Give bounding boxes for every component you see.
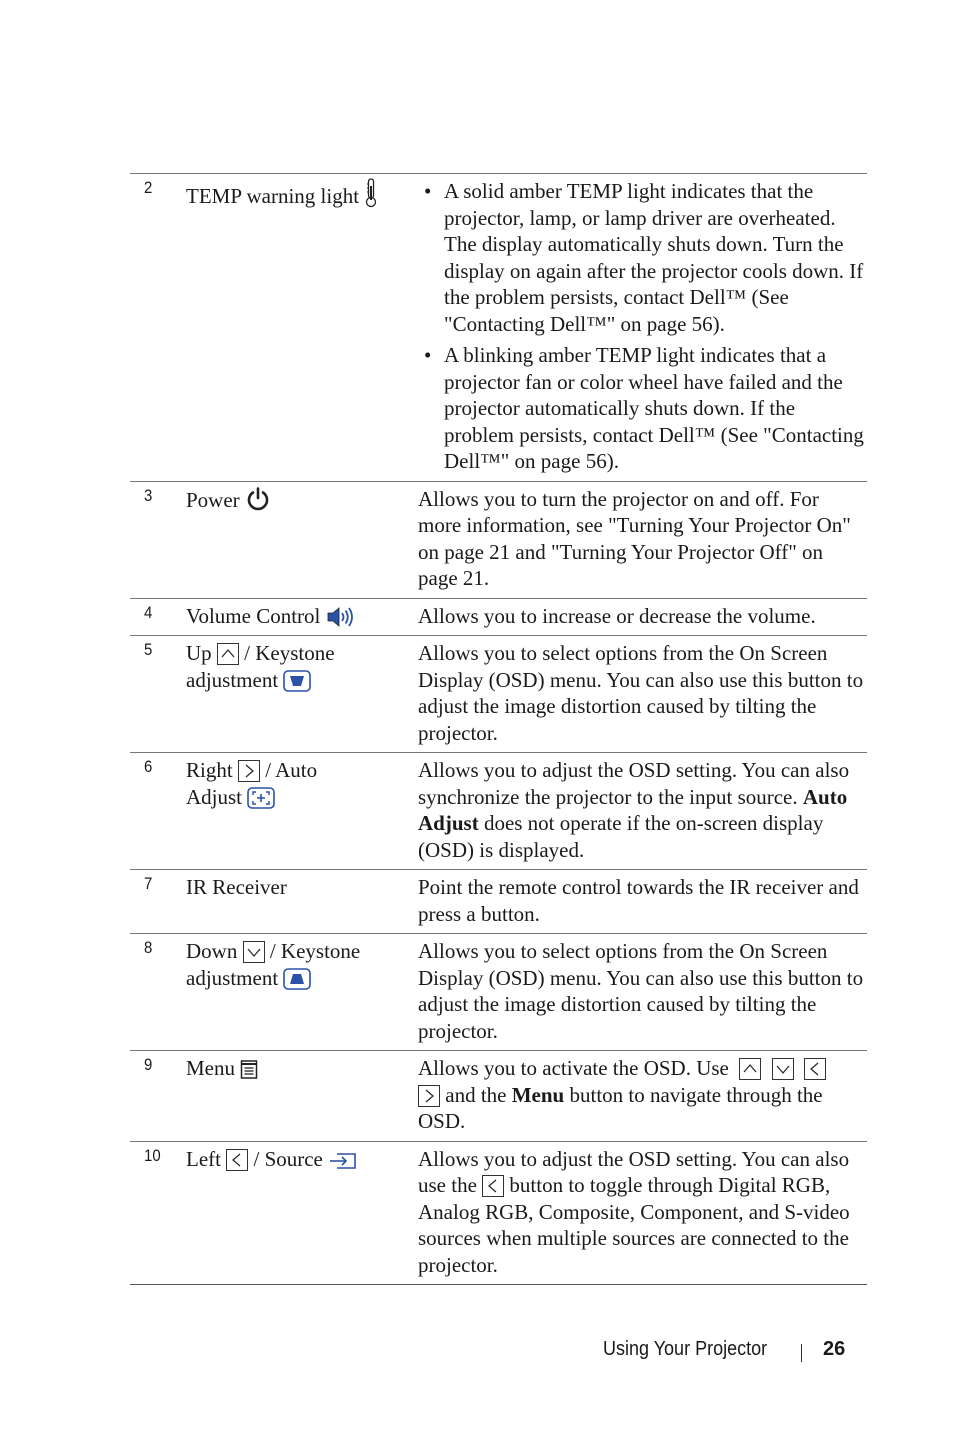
table-row [130, 753, 867, 870]
table-row [130, 870, 867, 934]
row-name-label: Left [186, 1146, 221, 1171]
row-number: 9 [144, 1055, 153, 1074]
row-name-label: TEMP warning light [186, 184, 360, 208]
row-number: 8 [144, 938, 153, 957]
row-description [418, 1146, 864, 1279]
up-arrow-icon [739, 1058, 761, 1080]
row-description: Point the remote control towards the IR receiver and press a button. [418, 875, 859, 926]
footer-divider [801, 1344, 802, 1362]
row-description [418, 757, 864, 863]
bullet-item [418, 178, 864, 337]
bullet-mark: • [424, 179, 432, 203]
row-description: Allows you to select options from the On Screen Display (OSD) menu. You can also use this button to adjust the image distortion caused by tilting the projector. [418, 939, 864, 1043]
row-number: 2 [144, 178, 153, 197]
table-row [130, 934, 867, 1051]
up-arrow-icon [217, 643, 239, 665]
desc-text: Allows you to adjust the OSD setting. You can also synchronize the projector to the input source. [418, 758, 850, 809]
desc-text: and the [445, 1082, 507, 1107]
bullet-text: A solid amber TEMP light indicates that the projector, lamp, or lamp driver are overheated. The display automatically shuts down. Turn the display on again after the projector cools down. If the problem persists, contact Dell™ (See "Contacting Dell™" on page 56). [444, 179, 864, 336]
row-name-label: / Keystone adjustment [186, 641, 335, 692]
auto-adjust-icon [247, 787, 275, 816]
row-description: Allows you to turn the projector on and off. For more information, see "Turning Your Projector On" on page 21 and "Turning Your Projector Off" on page 21. [418, 486, 851, 590]
row-name-label: / Source [253, 1146, 323, 1171]
row-name-label: Menu [186, 1056, 235, 1080]
table-row [130, 636, 867, 753]
row-number: 4 [144, 602, 153, 622]
row-name [186, 1055, 411, 1087]
row-name [186, 178, 411, 215]
row-name [186, 938, 411, 996]
keystone-up-icon [283, 670, 311, 699]
row-name-label: Down [186, 939, 238, 963]
right-arrow-icon [238, 760, 260, 782]
row-name-label: IR Receiver [186, 875, 287, 899]
row-description [418, 178, 864, 475]
footer-section-title: Using Your Projector [603, 1338, 768, 1360]
power-icon [245, 486, 271, 519]
page-number: 26 [823, 1338, 846, 1360]
menu-icon [240, 1058, 258, 1087]
row-name [186, 874, 411, 901]
row-name-label: Volume Control [186, 603, 321, 628]
bullet-text: A blinking amber TEMP light indicates that a projector fan or color wheel have failed and the projector automatically shuts down. If the problem persists, contact Dell™ (See "Contacting Dell™" on page 56). [444, 343, 864, 473]
row-description: Allows you to increase or decrease the volume. [418, 603, 816, 628]
row-name [186, 1146, 411, 1178]
desc-bold: Menu [511, 1082, 565, 1107]
speaker-icon [326, 606, 356, 635]
desc-text: button to toggle through Digital RGB, Analog RGB, Composite, Component, and S-video sources when multiple sources are connected to the projector. [418, 1173, 850, 1277]
row-name [186, 486, 411, 519]
table-row [130, 1051, 867, 1142]
row-name-label: / Auto [265, 758, 318, 782]
row-number: 5 [144, 640, 153, 659]
left-arrow-icon [804, 1058, 826, 1080]
desc-text: Allows you to adjust the OSD setting. You can also use the [418, 1146, 850, 1197]
row-name-label: Up [186, 641, 212, 665]
row-name-label: Power [186, 487, 240, 512]
left-arrow-icon [482, 1175, 504, 1197]
row-name-label: Adjust [186, 784, 243, 809]
row-number: 7 [144, 874, 153, 893]
row-name-label: / Keystone adjustment [186, 939, 361, 990]
table-row [130, 482, 867, 599]
right-arrow-icon [418, 1085, 440, 1107]
table-row [130, 599, 867, 637]
desc-text: button to navigate through the OSD. [418, 1082, 823, 1133]
row-number: 3 [144, 485, 153, 505]
desc-bold: Auto Adjust [418, 784, 848, 835]
row-name-label: Right [186, 758, 233, 782]
row-description: Allows you to select options from the On Screen Display (OSD) menu. You can also use this button to adjust the image distortion caused by tilting the projector. [418, 641, 864, 745]
table-row [130, 1142, 867, 1286]
row-number: 10 [144, 1145, 161, 1165]
left-arrow-icon [226, 1149, 248, 1171]
thermometer-icon [364, 178, 378, 215]
buttons-table [130, 173, 867, 1285]
down-arrow-icon [243, 941, 265, 963]
source-icon [328, 1149, 358, 1178]
row-name [186, 640, 411, 698]
row-name [186, 603, 411, 635]
row-description [418, 1055, 864, 1135]
desc-text: does not operate if the on-screen display (OSD) is displayed. [418, 811, 824, 862]
table-row [130, 174, 867, 482]
bullet-mark: • [424, 343, 432, 367]
down-arrow-icon [772, 1058, 794, 1080]
bullet-item [418, 342, 864, 475]
row-number: 6 [144, 757, 153, 776]
row-name [186, 757, 411, 815]
desc-text: Allows you to activate the OSD. Use [418, 1056, 729, 1080]
keystone-down-icon [283, 968, 311, 997]
